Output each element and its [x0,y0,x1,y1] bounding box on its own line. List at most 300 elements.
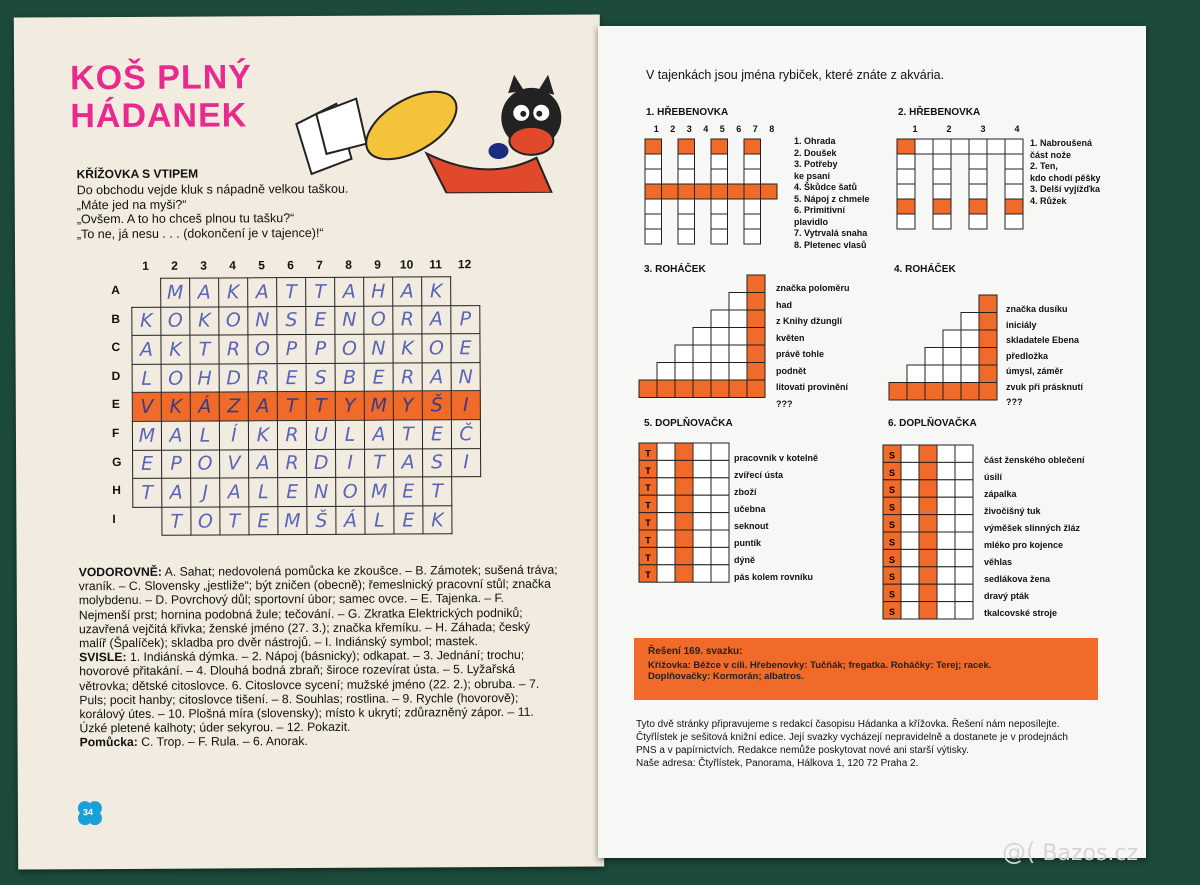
stair-cell[interactable] [729,310,747,328]
grid-cell[interactable]: D [307,449,336,478]
grid-cell[interactable]: S [423,448,452,477]
comb-cell[interactable] [1005,199,1023,214]
comb-cell[interactable] [645,169,662,184]
grid-cell[interactable]: A [220,478,249,507]
comb-cell[interactable] [662,184,679,199]
fill-cell[interactable] [901,445,919,462]
comb-cell[interactable] [1005,214,1023,229]
stair-cell[interactable] [711,363,729,381]
comb-cell[interactable] [711,229,728,244]
grid-cell[interactable]: U [306,420,335,449]
stair-cell[interactable] [729,328,747,346]
grid-cell[interactable]: A [249,449,278,478]
stair-cell[interactable] [961,383,979,401]
grid-cell[interactable]: J [191,478,220,507]
grid-cell[interactable]: O [191,507,220,536]
fill-cell[interactable] [901,532,919,549]
grid-cell[interactable]: Á [336,506,365,535]
grid-cell[interactable]: K [248,421,277,450]
grid-cell[interactable]: R [248,363,277,392]
fill-cell[interactable] [937,549,955,566]
stair-cell[interactable] [979,348,997,366]
fill-cell[interactable] [711,565,729,582]
grid-cell[interactable]: L [365,506,394,535]
grid-cell[interactable]: L [335,420,364,449]
fill-cell[interactable] [901,515,919,532]
fill-cell[interactable] [937,445,955,462]
grid-cell[interactable]: O [191,450,220,479]
fill-cell[interactable] [955,584,973,601]
grid-cell[interactable]: I [336,449,365,478]
grid-cell[interactable]: K [132,307,161,336]
comb-cell[interactable] [969,184,987,199]
grid-cell[interactable]: A [422,363,451,392]
comb-cell[interactable] [897,214,915,229]
fill-cell[interactable] [693,513,711,530]
grid-cell[interactable]: Š [422,391,451,420]
stair-cell[interactable] [693,380,711,398]
grid-cell[interactable]: T [365,449,394,478]
grid-cell[interactable]: R [219,335,248,364]
fill-cell[interactable] [675,565,693,582]
comb-cell[interactable] [645,199,662,214]
grid-cell[interactable]: I [452,448,481,477]
fill-cell[interactable] [955,515,973,532]
grid-cell[interactable]: E [277,363,306,392]
fill-cell[interactable] [937,532,955,549]
grid-cell[interactable]: O [219,306,248,335]
grid-cell[interactable]: Y [393,391,422,420]
d6-title: 6. DOPLŇOVAČKA [888,418,977,429]
comb-cell[interactable] [744,229,761,244]
grid-cell[interactable]: Y [335,392,364,421]
comb-cell[interactable] [678,169,695,184]
fill-cell[interactable] [919,532,937,549]
stair-cell[interactable] [693,363,711,381]
fill-cell[interactable] [937,515,955,532]
fill-cell[interactable] [937,584,955,601]
grid-cell[interactable]: N [335,306,364,335]
comb-cell[interactable] [969,154,987,169]
grid-cell[interactable]: S [277,306,306,335]
grid-cell[interactable]: N [248,306,277,335]
fill-cell[interactable] [675,460,693,477]
comb-cell[interactable] [645,184,662,199]
fill-cell[interactable] [657,565,675,582]
fill-cell[interactable] [675,530,693,547]
clue-line: z Knihy džunglí [776,316,842,326]
comb-cell[interactable] [897,169,915,184]
fill-cell[interactable] [711,513,729,530]
grid-cell[interactable]: T [220,507,249,536]
grid-cell[interactable]: K [423,506,452,535]
grid-cell[interactable]: E [394,477,423,506]
stair-cell[interactable] [943,330,961,348]
comb-cell[interactable] [969,214,987,229]
grid-cell[interactable]: S [306,363,335,392]
grid-cell[interactable]: H [364,277,393,306]
fill-cell[interactable] [711,460,729,477]
comb-cell[interactable] [744,169,761,184]
grid-cell[interactable]: V [220,449,249,478]
stair-cell[interactable] [747,363,765,381]
fill-cell[interactable] [693,460,711,477]
fill-cell[interactable] [919,584,937,601]
stair-cell[interactable] [729,345,747,363]
grid-cell[interactable]: H [190,364,219,393]
grid-cell[interactable]: K [190,307,219,336]
stair-cell[interactable] [907,365,925,383]
grid-cell[interactable]: E [133,450,162,479]
stair-cell[interactable] [729,363,747,381]
fill-cell[interactable] [711,443,729,460]
h1-numbers [648,124,780,134]
grid-cell[interactable]: T [190,335,219,364]
fill-cell[interactable] [919,462,937,479]
comb-cell[interactable] [1005,184,1023,199]
h1-grid[interactable] [644,138,778,250]
grid-cell[interactable]: T [277,392,306,421]
comb-cell[interactable] [744,139,761,154]
fill-cell[interactable] [955,497,973,514]
comb-cell[interactable] [761,184,778,199]
comb-cell[interactable] [897,199,915,214]
fill-cell[interactable] [693,565,711,582]
comb-cell[interactable] [645,214,662,229]
fill-cell[interactable] [955,480,973,497]
stair-cell[interactable] [925,383,943,401]
comb-cell[interactable] [951,139,969,154]
comb-cell[interactable] [645,154,662,169]
comb-cell[interactable] [897,139,915,154]
r3-grid[interactable] [638,274,773,402]
stair-cell[interactable] [711,310,729,328]
joke-line: „Máte jed na myši?“ [76,197,187,212]
column-number: 12 [457,257,472,272]
fill-cell[interactable] [955,567,973,584]
grid-cell[interactable]: K [161,335,190,364]
fill-cell[interactable] [901,549,919,566]
comb-cell[interactable] [678,199,695,214]
comb-cell[interactable] [711,139,728,154]
comb-cell[interactable] [711,169,728,184]
stair-cell[interactable] [961,330,979,348]
fill-start-letter: S [888,467,896,478]
stair-cell[interactable] [943,383,961,401]
grid-cell[interactable]: N [307,478,336,507]
comb-cell[interactable] [711,199,728,214]
comb-cell[interactable] [678,184,695,199]
fill-cell[interactable] [657,547,675,564]
fill-cell[interactable] [693,478,711,495]
comb-cell[interactable] [678,154,695,169]
stair-cell[interactable] [675,380,693,398]
fill-cell[interactable] [955,549,973,566]
comb-cell[interactable] [711,154,728,169]
stair-cell[interactable] [979,383,997,401]
crossword-grid[interactable] [131,276,481,536]
fill-cell[interactable] [901,567,919,584]
grid-cell[interactable]: A [335,277,364,306]
stair-cell[interactable] [747,328,765,346]
fill-cell[interactable] [937,480,955,497]
comb-cell[interactable] [711,184,728,199]
comb-cell[interactable] [744,214,761,229]
comb-cell[interactable] [744,199,761,214]
stair-cell[interactable] [747,275,765,293]
grid-cell[interactable]: O [248,335,277,364]
grid-cell[interactable]: M [132,421,161,450]
grid-cell[interactable]: O [335,334,364,363]
stair-cell[interactable] [747,380,765,398]
fill-cell[interactable] [901,584,919,601]
fill-cell[interactable] [937,462,955,479]
comb-cell[interactable] [933,184,951,199]
stair-cell[interactable] [657,363,675,381]
grid-cell[interactable]: K [219,278,248,307]
d6-grid[interactable] [882,444,977,624]
fill-cell[interactable] [711,478,729,495]
fill-cell[interactable] [657,495,675,512]
comb-cell[interactable] [645,139,662,154]
r4-grid[interactable] [888,294,1003,404]
grid-cell[interactable]: E [306,306,335,335]
fill-cell[interactable] [693,495,711,512]
comb-cell[interactable] [678,214,695,229]
fill-cell[interactable] [675,495,693,512]
grid-cell[interactable]: K [161,392,190,421]
fill-cell[interactable] [657,443,675,460]
fill-cell[interactable] [657,530,675,547]
stair-cell[interactable] [747,310,765,328]
comb-cell[interactable] [728,184,745,199]
grid-cell[interactable]: Í [219,421,248,450]
grid-cell[interactable]: Č [451,420,480,449]
stair-cell[interactable] [693,328,711,346]
fill-cell[interactable] [937,497,955,514]
stair-cell[interactable] [711,328,729,346]
fill-cell[interactable] [675,443,693,460]
comb-cell[interactable] [1005,139,1023,154]
grid-cell[interactable]: O [422,334,451,363]
grid-cell[interactable]: Z [219,392,248,421]
grid-cell[interactable]: A [162,478,191,507]
grid-cell[interactable]: A [393,277,422,306]
grid-cell[interactable]: L [190,421,219,450]
stair-cell[interactable] [729,380,747,398]
grid-cell[interactable]: E [364,363,393,392]
grid-cell[interactable]: O [161,307,190,336]
fill-cell[interactable] [919,549,937,566]
fill-cell[interactable] [955,445,973,462]
grid-cell[interactable]: L [132,364,161,393]
h2-grid[interactable] [896,138,1024,235]
grid-cell[interactable]: O [336,477,365,506]
fill-cell[interactable] [711,530,729,547]
comb-cell[interactable] [744,154,761,169]
fill-cell[interactable] [919,497,937,514]
fill-cell[interactable] [657,460,675,477]
stair-cell[interactable] [657,380,675,398]
grid-cell[interactable]: K [393,334,422,363]
comb-cell[interactable] [933,199,951,214]
grid-cell[interactable]: M [278,506,307,535]
grid-cell[interactable]: A [248,278,277,307]
row-letter: G [112,454,122,469]
grid-cell[interactable]: A [394,448,423,477]
stair-cell[interactable] [675,363,693,381]
comb-cell[interactable] [897,184,915,199]
stair-cell[interactable] [693,345,711,363]
fill-start-letter: S [888,607,896,617]
comb-cell[interactable] [711,214,728,229]
fill-cell[interactable] [657,478,675,495]
stair-cell[interactable] [943,348,961,366]
grid-cell[interactable]: P [451,305,480,334]
fill-cell[interactable] [675,478,693,495]
grid-cell[interactable]: N [451,362,480,391]
grid-cell[interactable]: P [306,335,335,364]
grid-cell[interactable]: D [219,364,248,393]
grid-cell[interactable]: K [422,277,451,306]
comb-cell[interactable] [969,169,987,184]
stair-cell[interactable] [889,383,907,401]
stair-cell[interactable] [729,293,747,311]
fill-cell[interactable] [901,602,919,619]
grid-cell[interactable]: O [364,306,393,335]
comb-cell[interactable] [933,154,951,169]
grid-cell[interactable]: E [422,420,451,449]
grid-cell[interactable]: B [335,363,364,392]
stair-cell[interactable] [747,293,765,311]
comb-cell[interactable] [645,229,662,244]
fill-cell[interactable] [693,530,711,547]
grid-cell[interactable]: E [394,506,423,535]
grid-cell[interactable]: M [365,477,394,506]
grid-cell[interactable]: T [393,420,422,449]
stair-cell[interactable] [907,383,925,401]
stair-cell[interactable] [639,380,657,398]
comb-cell[interactable] [897,154,915,169]
grid-cell[interactable]: E [278,478,307,507]
fill-cell[interactable] [693,443,711,460]
fill-cell[interactable] [937,602,955,619]
comb-cell[interactable] [969,139,987,154]
fill-cell[interactable] [955,532,973,549]
stair-cell[interactable] [979,330,997,348]
fill-cell[interactable] [901,497,919,514]
grid-cell[interactable]: M [364,391,393,420]
grid-cell[interactable]: T [162,507,191,536]
grid-cell[interactable]: R [278,449,307,478]
fill-cell[interactable] [937,567,955,584]
grid-cell[interactable]: P [277,335,306,364]
comb-cell[interactable] [933,139,951,154]
grid-cell[interactable]: M [161,278,190,307]
grid-cell[interactable]: A [132,335,161,364]
fill-cell[interactable] [711,495,729,512]
grid-cell[interactable]: P [162,450,191,479]
stair-cell[interactable] [711,345,729,363]
grid-cell[interactable]: A [161,421,190,450]
fill-cell[interactable] [693,547,711,564]
comb-cell[interactable] [933,169,951,184]
comb-cell[interactable] [987,139,1005,154]
grid-cell[interactable]: A [248,392,277,421]
grid-cell[interactable]: Š [307,506,336,535]
grid-cell[interactable]: Á [190,392,219,421]
stair-cell[interactable] [961,313,979,331]
grid-cell[interactable]: N [364,334,393,363]
stair-cell[interactable] [675,345,693,363]
fill-cell[interactable] [919,515,937,532]
stair-cell[interactable] [961,365,979,383]
stair-cell[interactable] [925,348,943,366]
d5-grid[interactable] [638,442,730,584]
comb-cell[interactable] [1005,154,1023,169]
grid-cell[interactable]: A [190,278,219,307]
stair-cell[interactable] [711,380,729,398]
grid-cell[interactable]: E [249,506,278,535]
comb-cell[interactable] [744,184,761,199]
grid-cell[interactable]: I [451,391,480,420]
grid-cell[interactable]: T [306,277,335,306]
clue-line: učebna [734,504,766,514]
grid-cell[interactable]: O [161,364,190,393]
grid-cell[interactable]: T [423,477,452,506]
fill-cell[interactable] [901,462,919,479]
fill-cell[interactable] [919,445,937,462]
grid-cell[interactable]: A [364,420,393,449]
fill-cell[interactable] [711,547,729,564]
fill-cell[interactable] [919,480,937,497]
stair-cell[interactable] [979,295,997,313]
fill-cell[interactable] [955,602,973,619]
comb-cell[interactable] [969,199,987,214]
stair-cell[interactable] [747,345,765,363]
stair-cell[interactable] [979,313,997,331]
fill-cell[interactable] [919,567,937,584]
fill-cell[interactable] [955,462,973,479]
clue-line: ??? [1006,397,1023,407]
grid-cell[interactable]: T [306,392,335,421]
comb-cell[interactable] [1005,169,1023,184]
grid-cell[interactable]: T [133,478,162,507]
stair-cell[interactable] [925,365,943,383]
fill-cell[interactable] [657,513,675,530]
comb-cell[interactable] [933,214,951,229]
fill-cell[interactable] [675,547,693,564]
fill-cell[interactable] [919,602,937,619]
grid-cell[interactable]: R [277,420,306,449]
comb-cell[interactable] [678,139,695,154]
comb-cell[interactable] [915,139,933,154]
comb-cell[interactable] [678,229,695,244]
grid-cell[interactable]: R [393,363,422,392]
grid-cell[interactable]: R [393,306,422,335]
comb-cell[interactable] [695,184,712,199]
stair-cell[interactable] [979,365,997,383]
stair-cell[interactable] [961,348,979,366]
fill-cell[interactable] [901,480,919,497]
grid-cell[interactable]: T [277,278,306,307]
grid-cell[interactable]: L [249,478,278,507]
fill-cell[interactable] [675,513,693,530]
stair-cell[interactable] [943,365,961,383]
grid-cell[interactable]: A [422,305,451,334]
grid-cell[interactable]: E [451,334,480,363]
grid-cell[interactable]: V [132,393,161,422]
